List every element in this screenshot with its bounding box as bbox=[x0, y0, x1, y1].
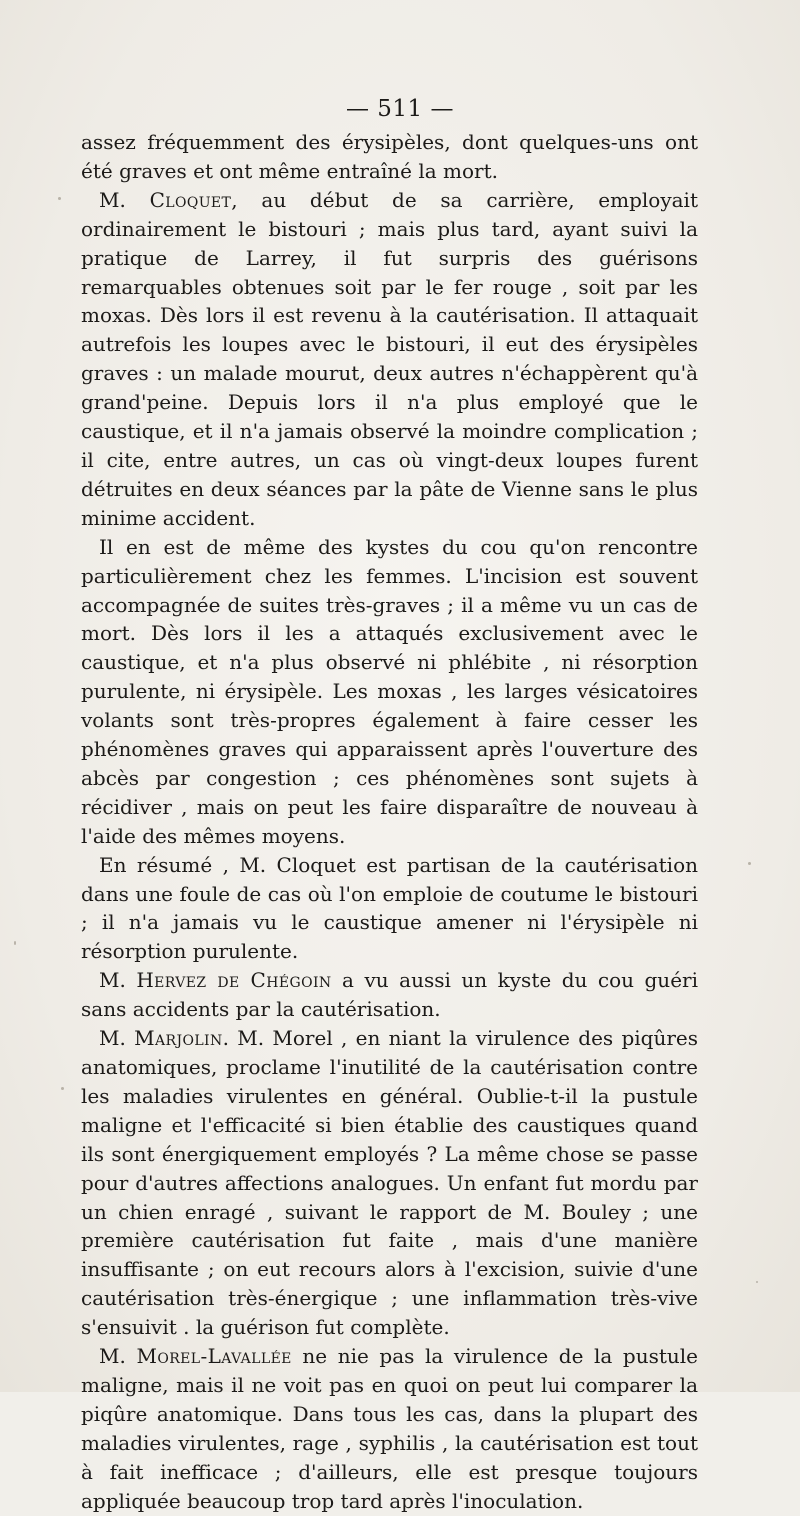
paragraph bbox=[81, 1024, 698, 1342]
paragraph bbox=[81, 186, 698, 533]
page-number: — 511 — bbox=[345, 96, 455, 122]
paragraph-text: a vu aussi un kyste du cou guéri sans accidents par la cautérisation. bbox=[81, 968, 698, 1022]
paragraph-text: M. bbox=[99, 968, 137, 993]
paragraph-text: assez fréquemment des érysipèles, dont quelques-uns ont été graves et ont même entraîné la mort. bbox=[81, 130, 698, 183]
paragraph-text: M. bbox=[99, 1026, 135, 1051]
speaker-name: Cloquet bbox=[149, 187, 232, 212]
paragraph-text: ne nie pas la virulence de la pustule maligne, mais il ne voit pas en quoi on peut lui comparer la piqûre anatomique. Dans tous les cas, dans la plupart des maladies virulentes, rage , syphilis , la cautérisation est tout à fait inefficace ; d'ailleurs, elle est presque toujours appliquée beaucoup trop tard après l'inoculation. bbox=[81, 1344, 699, 1513]
paragraph-text: . M. Morel , en niant la virulence des piqûres anatomiques, proclame l'inutilité de la cautérisation contre les maladies virulentes en général. Oublie-t-il la pustule maligne et l'efficacité si bien établie des caustiques quand ils sont énergiquement employés ? La même chose se passe pour d'autres affections analogues. Un enfant fut mordu par un chien enragé , suivant le rapport de M. Bouley ; une première cautérisation fut faite , mais d'une manière insuffisante ; on eut recours alors à l'excision, suivie d'une cautérisation très-énergique ; une inflammation très-vive s'ensuivit . la guérison fut complète. bbox=[81, 1026, 699, 1340]
paper-speck bbox=[748, 862, 751, 865]
paragraph-text: M. bbox=[99, 187, 150, 212]
paragraph-text: Il en est de même des kystes du cou qu'on rencontre particulièrement chez les femmes. L'incision est souvent accompagnée de suites très-graves ; il a même vu un cas de mort. Dès lors il les a attaqués exclusivement avec le caustique, et n'a plus observé ni phlébite , ni résorption purulente, ni érysipèle. Les moxas , les larges vésicatoires volants sont très-propres également à faire cesser les phénomènes graves qui apparaissent après l'ouverture des abcès par congestion ; ces phénomènes sont sujets à récidiver , mais on peut les faire disparaître de nouveau à l'aide des mêmes moyens. bbox=[81, 534, 698, 848]
paper-speck bbox=[756, 1281, 758, 1283]
body-text bbox=[81, 128, 698, 1516]
paragraph bbox=[81, 1342, 698, 1515]
paper-speck bbox=[58, 197, 61, 200]
paragraph-text: M. bbox=[99, 1344, 137, 1369]
speaker-name: Morel-Lavallée bbox=[136, 1344, 292, 1369]
paragraph bbox=[81, 533, 698, 851]
paragraph bbox=[81, 966, 698, 1024]
paragraph-text: En résumé , M. Cloquet est partisan de la cautérisation dans une foule de cas où l'on emploie de coutume le bistouri ; il n'a jamais vu le caustique amener ni l'érysipèle ni résorption purulente. bbox=[81, 852, 698, 964]
paragraph bbox=[81, 851, 698, 967]
speaker-name: Marjolin bbox=[134, 1026, 223, 1051]
paper-speck bbox=[14, 941, 16, 945]
paper-speck bbox=[61, 1087, 64, 1090]
paragraph bbox=[81, 128, 698, 186]
paragraph-text: , au début de sa carrière, employait ordinairement le bistouri ; mais plus tard, ayant suivi la pratique de Larrey, il fut surpris des guérisons remarquables obtenues soit par le fer rouge , soit par les moxas. Dès lors il est revenu à la cautérisation. Il attaquait autrefois les loupes avec le bistouri, il eut des érysipèles graves : un malade mourut, deux autres n'échappèrent qu'à grand'peine. Depuis lors il n'a plus employé que le caustique, et il n'a jamais observé la moindre complication ; il cite, entre autres, un cas où vingt-deux loupes furent détruites en deux séances par la pâte de Vienne sans le plus minime accident. bbox=[81, 187, 698, 530]
speaker-name: Hervez de Chégoin bbox=[136, 968, 332, 993]
